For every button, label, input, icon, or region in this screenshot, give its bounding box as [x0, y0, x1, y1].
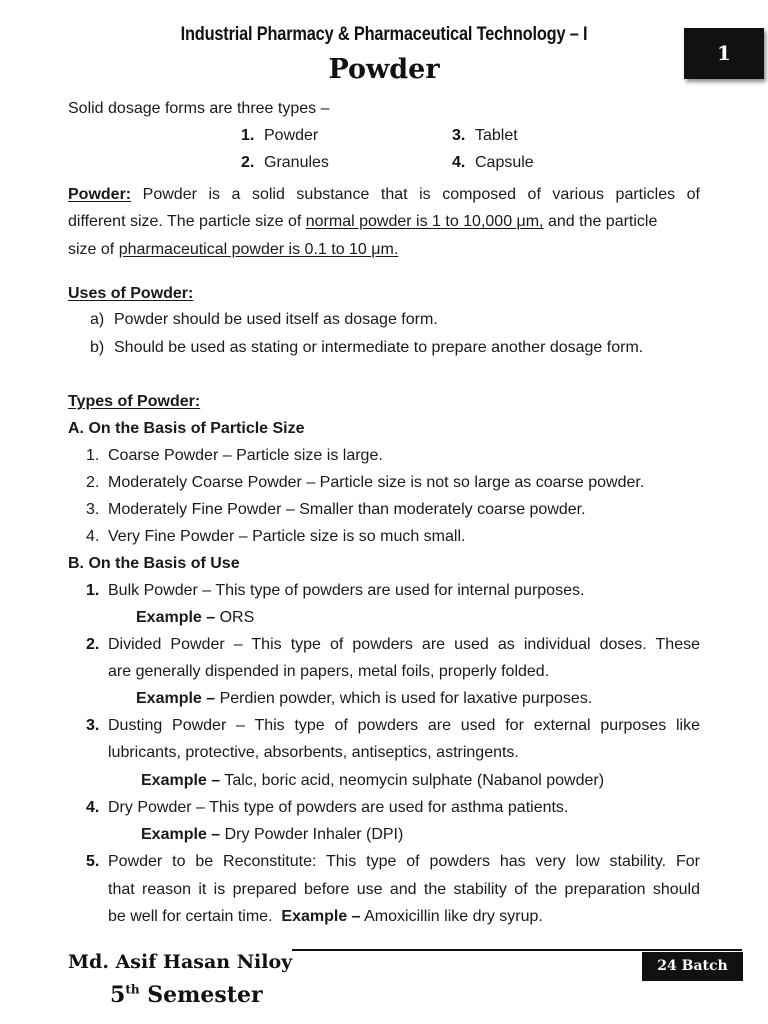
example-line	[136, 689, 592, 709]
section-b-heading: B. On the Basis of Use	[68, 555, 240, 572]
definition-term: Powder:	[68, 186, 132, 203]
section-b-num: 1.	[86, 582, 100, 599]
section-b-item-text: be well for certain time.	[108, 908, 273, 925]
definition-text: different size. The particle size of	[68, 213, 306, 230]
section-b-item-line: Divided Powder – This type of powders are used as individual doses. These	[108, 636, 700, 653]
types-heading: Types of Powder:	[68, 393, 201, 410]
example-label: Example –	[136, 609, 216, 626]
semester-suffix: th	[125, 982, 140, 997]
type-num: 4.	[452, 154, 466, 171]
section-b-item-line: lubricants, protective, absorbents, antiseptics, astringents.	[108, 744, 519, 761]
uses-marker: a)	[90, 311, 105, 328]
example-line	[141, 771, 604, 791]
example-label: Example –	[141, 826, 221, 843]
uses-item: Should be used as stating or intermediate to prepare another dosage form.	[114, 339, 644, 356]
footer-divider	[292, 949, 742, 951]
section-a-item: Very Fine Powder – Particle size is so much small.	[108, 528, 466, 545]
definition-text: size of	[68, 241, 119, 258]
example-text: Talc, boric acid, neomycin sulphate (Nabanol powder)	[224, 772, 605, 789]
page-title: Powder	[328, 54, 440, 85]
uses-marker: b)	[90, 339, 105, 356]
definition-line-2	[68, 212, 657, 232]
section-b-item-line: Dusting Powder – This type of powders are used for external purposes like	[108, 717, 700, 734]
section-a-item: Moderately Coarse Powder – Particle size is not so large as coarse powder.	[108, 474, 645, 491]
definition-line-1	[68, 185, 700, 205]
uses-item: Powder should be used itself as dosage form.	[114, 311, 438, 328]
section-b-item-line: Powder to be Reconstitute: This type of powders has very low stability. For	[108, 853, 700, 870]
example-line	[136, 608, 254, 628]
intro-text: Solid dosage forms are three types –	[68, 100, 330, 117]
semester-number: 5	[110, 982, 126, 1008]
page-number-badge: 1	[684, 28, 764, 79]
semester-label	[110, 982, 263, 1008]
batch-badge: 24 Batch	[642, 952, 743, 981]
example-line	[141, 825, 403, 845]
section-a-num: 3.	[86, 501, 100, 518]
section-b-num: 3.	[86, 717, 100, 734]
uses-heading: Uses of Powder:	[68, 285, 194, 302]
type-label: Powder	[264, 127, 319, 144]
section-b-num: 5.	[86, 853, 100, 870]
section-b-item-line: that reason it is prepared before use and the stability of the preparation should	[108, 881, 700, 898]
section-b-item-line: are generally dispended in papers, metal foils, properly folded.	[108, 663, 550, 680]
type-label: Granules	[264, 154, 329, 171]
section-b-num: 2.	[86, 636, 100, 653]
section-b-item-line: Bulk Powder – This type of powders are used for internal purposes.	[108, 582, 585, 599]
example-label: Example –	[136, 690, 216, 707]
type-num: 3.	[452, 127, 466, 144]
normal-powder-range: normal powder is 1 to 10,000 μm,	[305, 213, 544, 230]
section-a-item: Coarse Powder – Particle size is large.	[108, 447, 383, 464]
section-a-item: Moderately Fine Powder – Smaller than moderately coarse powder.	[108, 501, 586, 518]
definition-line-3	[68, 240, 398, 260]
section-a-num: 4.	[86, 528, 100, 545]
section-a-num: 1.	[86, 447, 100, 464]
example-text: Amoxicillin like dry syrup.	[364, 908, 543, 925]
section-b-item-line: Dry Powder – This type of powders are used for asthma patients.	[108, 799, 569, 816]
type-label: Capsule	[475, 154, 534, 171]
author-name: Md. Asif Hasan Niloy	[68, 951, 293, 973]
section-a-heading: A. On the Basis of Particle Size	[68, 420, 305, 437]
type-label: Tablet	[475, 127, 518, 144]
course-title: Industrial Pharmacy & Pharmaceutical Technology – I	[180, 24, 588, 45]
semester-word: Semester	[147, 982, 263, 1008]
definition-text: Powder is a solid substance that is composed of various particles of	[142, 186, 700, 203]
pharma-powder-range: pharmaceutical powder is 0.1 to 10 μm.	[118, 241, 399, 258]
example-text: Perdien powder, which is used for laxative purposes.	[219, 690, 593, 707]
example-text: ORS	[219, 609, 255, 626]
example-label: Example –	[281, 908, 361, 925]
definition-text: and the particle	[543, 213, 658, 230]
type-num: 1.	[241, 127, 255, 144]
section-b-item-line	[108, 907, 543, 927]
section-b-num: 4.	[86, 799, 100, 816]
example-label: Example –	[141, 772, 221, 789]
example-text: Dry Powder Inhaler (DPI)	[224, 826, 404, 843]
type-num: 2.	[241, 154, 255, 171]
section-a-num: 2.	[86, 474, 100, 491]
